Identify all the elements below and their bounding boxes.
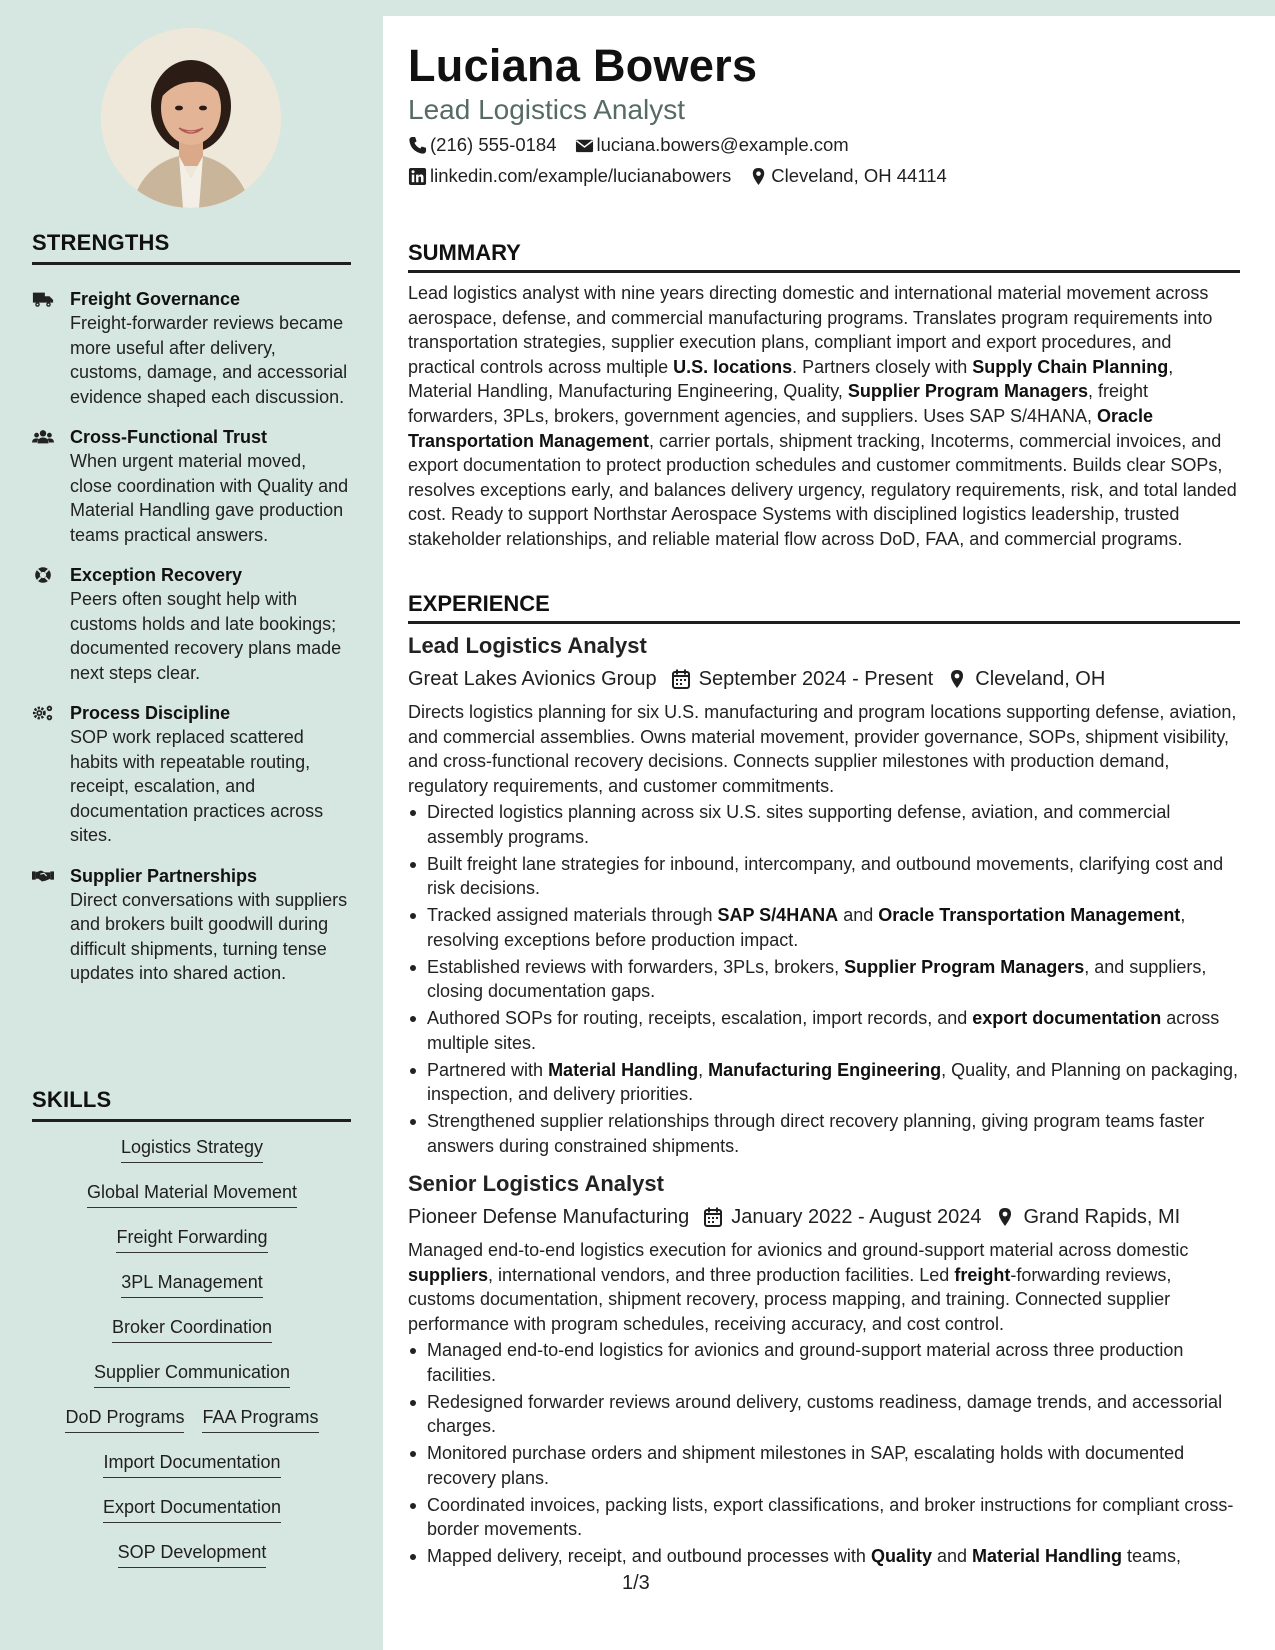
- summary-heading: SUMMARY: [408, 240, 1240, 273]
- skill-tag: 3PL Management: [121, 1270, 262, 1298]
- strength-item: [32, 563, 352, 685]
- skill-tag: DoD Programs: [65, 1405, 184, 1433]
- job-meta: [408, 1202, 1242, 1232]
- bullet-item: Tracked assigned materials through SAP S/4HANA and Oracle Transportation Management, resolving exceptions before production impact.: [408, 903, 1242, 952]
- strength-desc: Direct conversations with suppliers and brokers built goodwill during difficult shipments, turning tense updates into shared action.: [70, 889, 348, 983]
- strength-title: Process Discipline: [70, 703, 231, 723]
- job-entry: [408, 632, 1242, 1161]
- bullet-item: Partnered with Material Handling, Manufacturing Engineering, Quality, and Planning on packaging, inspection, and delivery priorities.: [408, 1058, 1242, 1107]
- calendar-icon: [703, 1207, 723, 1227]
- job-title: Lead Logistics Analyst: [408, 633, 647, 658]
- strength-title: Supplier Partnerships: [70, 865, 258, 886]
- skill-tag: Logistics Strategy: [121, 1135, 263, 1163]
- bullet-item: Strengthened supplier relationships through direct recovery planning, giving program teams faster answers during constrained shipments.: [408, 1109, 1242, 1158]
- strength-title: Freight Governance: [70, 289, 241, 309]
- strength-desc: SOP work replaced scattered habits with repeatable routing, receipt, escalation, and documentation practices across sites.: [70, 727, 324, 845]
- job-description: Managed end-to-end logistics execution for avionics and ground-support material across domestic suppliers, international vendors, and three production facilities. Led freight-forwarding reviews, customs documentation, shipment recovery, process mapping, and training. Connected supplier performance with program schedules, receiving accuracy, and cost control.: [408, 1240, 1189, 1334]
- strength-item: [32, 287, 352, 409]
- bullet-item: Directed logistics planning across six U.S. sites supporting defense, aviation, and commercial assembly programs.: [408, 800, 1242, 849]
- strength-desc: When urgent material moved, close coordination with Quality and Material Handling gave production teams practical answers.: [70, 451, 349, 545]
- phone-icon: [408, 136, 427, 155]
- strength-desc: Freight-forwarder reviews became more useful after delivery, customs, damage, and accessorial evidence shaped each discussion.: [70, 313, 348, 407]
- strength-item: [32, 864, 352, 986]
- linkedin-text: linkedin.com/example/lucianabowers: [430, 165, 732, 186]
- bullet-item: Authored SOPs for routing, receipts, escalation, import records, and export documentation across multiple sites.: [408, 1006, 1242, 1055]
- linkedin-icon: [408, 167, 427, 186]
- page-number: 1/3: [622, 1572, 650, 1594]
- strengths-list: [32, 287, 352, 1002]
- strength-title: Exception Recovery: [70, 565, 243, 585]
- contact-row: [408, 165, 965, 187]
- job-bullets: [408, 1338, 1242, 1569]
- skills-list: [32, 1135, 352, 1585]
- job-dates: January 2022 - August 2024: [731, 1205, 982, 1228]
- gears-icon: [32, 701, 70, 848]
- skill-tag: Global Material Movement: [87, 1180, 297, 1208]
- skills-heading: SKILLS: [32, 1087, 351, 1122]
- handshake-icon: [32, 864, 70, 986]
- profile-photo: [101, 28, 281, 208]
- phone-text: (216) 555-0184: [430, 134, 557, 155]
- strength-title: Cross-Functional Trust: [70, 427, 268, 447]
- candidate-title: Lead Logistics Analyst: [408, 94, 686, 125]
- envelope-icon: [575, 136, 594, 155]
- calendar-icon: [671, 669, 691, 689]
- job-description: Directs logistics planning for six U.S. manufacturing and program locations supporting defense, aviation, and commercial assemblies. Owns material movement, provider governance, SOPs, shipment visibility, and cross-functional recovery decisions. Connects supplier milestones with production demand, regulatory requirements, and customer commitments.: [408, 702, 1237, 796]
- bullet-item: Coordinated invoices, packing lists, export classifications, and broker instructions for compliant cross-border movements.: [408, 1493, 1242, 1542]
- job-location: Cleveland, OH: [975, 667, 1106, 690]
- job-dates: September 2024 - Present: [698, 667, 934, 690]
- phone-contact: [408, 134, 557, 156]
- email-text: luciana.bowers@example.com: [596, 134, 849, 155]
- skill-tag: SOP Development: [118, 1540, 267, 1568]
- job-title: Senior Logistics Analyst: [408, 1171, 664, 1196]
- strength-item: [32, 425, 352, 547]
- candidate-name: Luciana Bowers: [408, 40, 758, 91]
- location-text: Cleveland, OH 44114: [771, 165, 947, 186]
- company-name: Pioneer Defense Manufacturing: [408, 1205, 690, 1228]
- bullet-item: Mapped delivery, receipt, and outbound processes with Quality and Material Handling teams,: [408, 1544, 1242, 1569]
- skill-tag: Freight Forwarding: [116, 1225, 267, 1253]
- life-ring-icon: [32, 563, 70, 685]
- skill-tag: Export Documentation: [103, 1495, 281, 1523]
- bullet-item: Built freight lane strategies for inbound, intercompany, and outbound movements, clarifying cost and risk decisions.: [408, 852, 1242, 901]
- bullet-item: Established reviews with forwarders, 3PLs, brokers, Supplier Program Managers, and suppliers, closing documentation gaps.: [408, 955, 1242, 1004]
- users-icon: [32, 425, 70, 547]
- bullet-item: Monitored purchase orders and shipment milestones in SAP, escalating holds with documented recovery plans.: [408, 1441, 1242, 1490]
- company-name: Great Lakes Avionics Group: [408, 667, 657, 690]
- experience-heading: EXPERIENCE: [408, 591, 1240, 624]
- email-contact[interactable]: [575, 134, 849, 156]
- strengths-heading: STRENGTHS: [32, 230, 351, 265]
- job-location: Grand Rapids, MI: [1023, 1205, 1181, 1228]
- map-pin-icon: [995, 1207, 1015, 1227]
- skill-tag: Broker Coordination: [112, 1315, 272, 1343]
- job-meta: [408, 664, 1242, 694]
- skill-tag: FAA Programs: [202, 1405, 318, 1433]
- sidebar: [0, 0, 383, 1650]
- skill-tag: Supplier Communication: [94, 1360, 290, 1388]
- strength-item: [32, 701, 352, 848]
- map-pin-icon: [947, 669, 967, 689]
- bullet-item: Redesigned forwarder reviews around delivery, customs readiness, damage trends, and accessorial charges.: [408, 1390, 1242, 1439]
- job-bullets: [408, 800, 1242, 1158]
- linkedin-contact[interactable]: [408, 165, 731, 187]
- strength-desc: Peers often sought help with customs holds and late bookings; documented recovery plans made next steps clear.: [70, 589, 342, 683]
- map-pin-icon: [749, 167, 768, 186]
- summary-text: Lead logistics analyst with nine years directing domestic and international material movement across aerospace, defense, and commercial manufacturing programs. Translates program requirements into transportation strategies, supplier execution plans, compliant import and export procedures, and practical controls across multiple U.S. locations. Partners closely with Supply Chain Planning, Material Handling, Manufacturing Engineering, Quality, Supplier Program Managers, freight forwarders, 3PLs, brokers, government agencies, and suppliers. Uses SAP S/4HANA, Oracle Transportation Management, carrier portals, shipment tracking, Incoterms, commercial invoices, and export documentation to protect production schedules and customer commitments. Builds clear SOPs, resolves exceptions early, and balances delivery urgency, regulatory requirements, risk, and total landed cost. Ready to support Northstar Aerospace Systems with disciplined logistics leadership, trusted stakeholder relationships, and reliable material flow across DoD, FAA, and commercial programs.: [408, 283, 1237, 549]
- bullet-item: Managed end-to-end logistics for avionics and ground-support material across three production facilities.: [408, 1338, 1242, 1387]
- job-entry: [408, 1170, 1242, 1571]
- contact-row: [408, 134, 867, 156]
- location-contact: [749, 165, 947, 187]
- truck-icon: [32, 287, 70, 409]
- skill-tag: Import Documentation: [103, 1450, 280, 1478]
